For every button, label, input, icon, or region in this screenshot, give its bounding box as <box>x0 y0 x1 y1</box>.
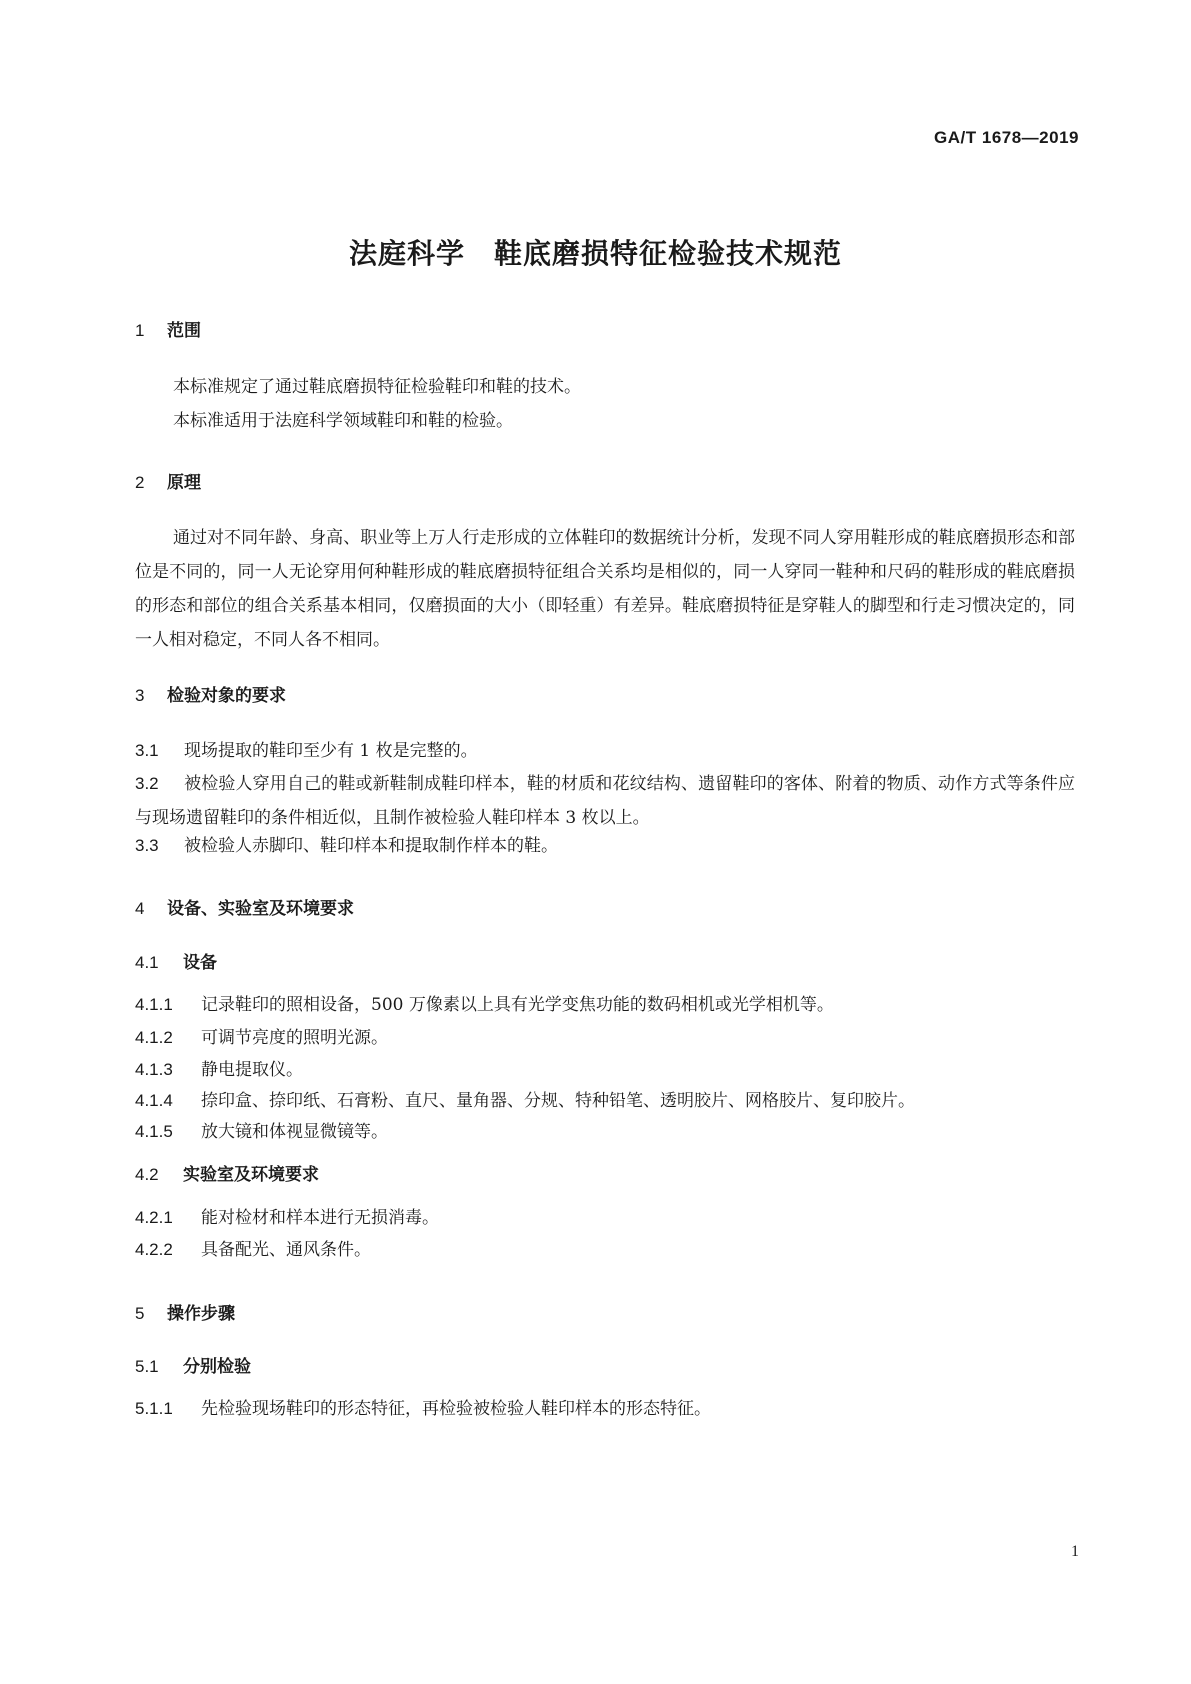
paragraph: 本标准适用于法庭科学领域鞋印和鞋的检验。 <box>173 411 513 431</box>
item-text: 可调节亮度的照明光源。 <box>201 1028 388 1048</box>
item-number: 4.2.1 <box>135 1208 173 1227</box>
list-item <box>135 1233 1075 1267</box>
subsection-number: 4.1 <box>135 953 159 972</box>
section-5-heading <box>135 1299 235 1324</box>
subsection-title: 设备 <box>183 953 217 973</box>
subsection-title: 实验室及环境要求 <box>183 1165 319 1185</box>
section-title: 设备、实验室及环境要求 <box>167 899 354 919</box>
item-number: 4.1.3 <box>135 1060 173 1079</box>
list-item <box>135 734 1075 768</box>
section-title: 范围 <box>167 321 201 341</box>
item-number: 3.1 <box>135 741 159 760</box>
list-item <box>135 1392 1075 1426</box>
item-number: 4.2.2 <box>135 1240 173 1259</box>
item-number: 3.3 <box>135 836 159 855</box>
list-item <box>135 1053 1075 1087</box>
subsection-number: 4.2 <box>135 1165 159 1184</box>
subsection-5-1-heading <box>135 1352 251 1377</box>
list-item <box>135 767 1075 835</box>
section-2-heading <box>135 468 201 493</box>
paragraph: 通过对不同年龄、身高、职业等上万人行走形成的立体鞋印的数据统计分析，发现不同人穿用鞋形成的鞋底磨损形态和部位是不同的，同一人无论穿用何种鞋形成的鞋底磨损特征组合关系均是相似的，同一人穿同一鞋种和尺码的鞋形成的鞋底磨损的形态和部位的组合关系基本相同，仅磨损面的大小（即轻重）有差异。鞋底磨损特征是穿鞋人的脚型和行走习惯决定的，同一人相对稳定，不同人各不相同。 <box>135 528 1075 650</box>
section-title: 原理 <box>167 473 201 493</box>
subsection-4-1-heading <box>135 948 217 973</box>
list-item <box>135 1021 1075 1055</box>
subsection-number: 5.1 <box>135 1357 159 1376</box>
list-item <box>135 1201 1075 1235</box>
subsection-title: 分别检验 <box>183 1357 251 1377</box>
item-text: 记录鞋印的照相设备，500 万像素以上具有光学变焦功能的数码相机或光学相机等。 <box>201 995 834 1015</box>
item-number: 4.1.5 <box>135 1122 173 1141</box>
item-text: 捺印盒、捺印纸、石膏粉、直尺、量角器、分规、特种铅笔、透明胶片、网格胶片、复印胶片。 <box>201 1091 915 1111</box>
item-number: 4.1.2 <box>135 1028 173 1047</box>
item-text: 被检验人穿用自己的鞋或新鞋制成鞋印样本，鞋的材质和花纹结构、遗留鞋印的客体、附着的物质、动作方式等条件应与现场遗留鞋印的条件相近似，且制作被检验人鞋印样本 3 枚以上。 <box>135 774 1075 828</box>
list-item <box>135 829 1075 863</box>
section-3-heading <box>135 681 286 706</box>
section-number: 5 <box>135 1304 145 1323</box>
item-text: 能对检材和样本进行无损消毒。 <box>201 1208 439 1228</box>
section-title: 操作步骤 <box>167 1304 235 1324</box>
standard-code: GA/T 1678—2019 <box>934 128 1079 147</box>
item-text: 放大镜和体视显微镜等。 <box>201 1122 388 1142</box>
section-1-heading <box>135 316 201 341</box>
section-number: 3 <box>135 686 145 705</box>
section-number: 4 <box>135 899 145 918</box>
list-item <box>135 988 1075 1022</box>
item-number: 5.1.1 <box>135 1399 173 1418</box>
item-text: 静电提取仪。 <box>201 1060 303 1080</box>
item-number: 4.1.1 <box>135 995 173 1014</box>
section-title: 检验对象的要求 <box>167 686 286 706</box>
item-text: 先检验现场鞋印的形态特征，再检验被检验人鞋印样本的形态特征。 <box>201 1399 711 1419</box>
section-number: 2 <box>135 473 145 492</box>
page-number: 1 <box>1071 1543 1079 1560</box>
section-4-heading <box>135 894 354 919</box>
paragraph: 本标准规定了通过鞋底磨损特征检验鞋印和鞋的技术。 <box>173 377 581 397</box>
list-item <box>135 1115 1075 1149</box>
item-text: 具备配光、通风条件。 <box>201 1240 371 1260</box>
item-number: 4.1.4 <box>135 1091 173 1110</box>
subsection-4-2-heading <box>135 1160 319 1185</box>
item-text: 现场提取的鞋印至少有 1 枚是完整的。 <box>184 741 478 761</box>
section-number: 1 <box>135 321 145 340</box>
item-text: 被检验人赤脚印、鞋印样本和提取制作样本的鞋。 <box>184 836 558 856</box>
document-title: 法庭科学 鞋底磨损特征检验技术规范 <box>348 237 842 270</box>
item-number: 3.2 <box>135 774 159 793</box>
list-item <box>135 1084 1075 1118</box>
